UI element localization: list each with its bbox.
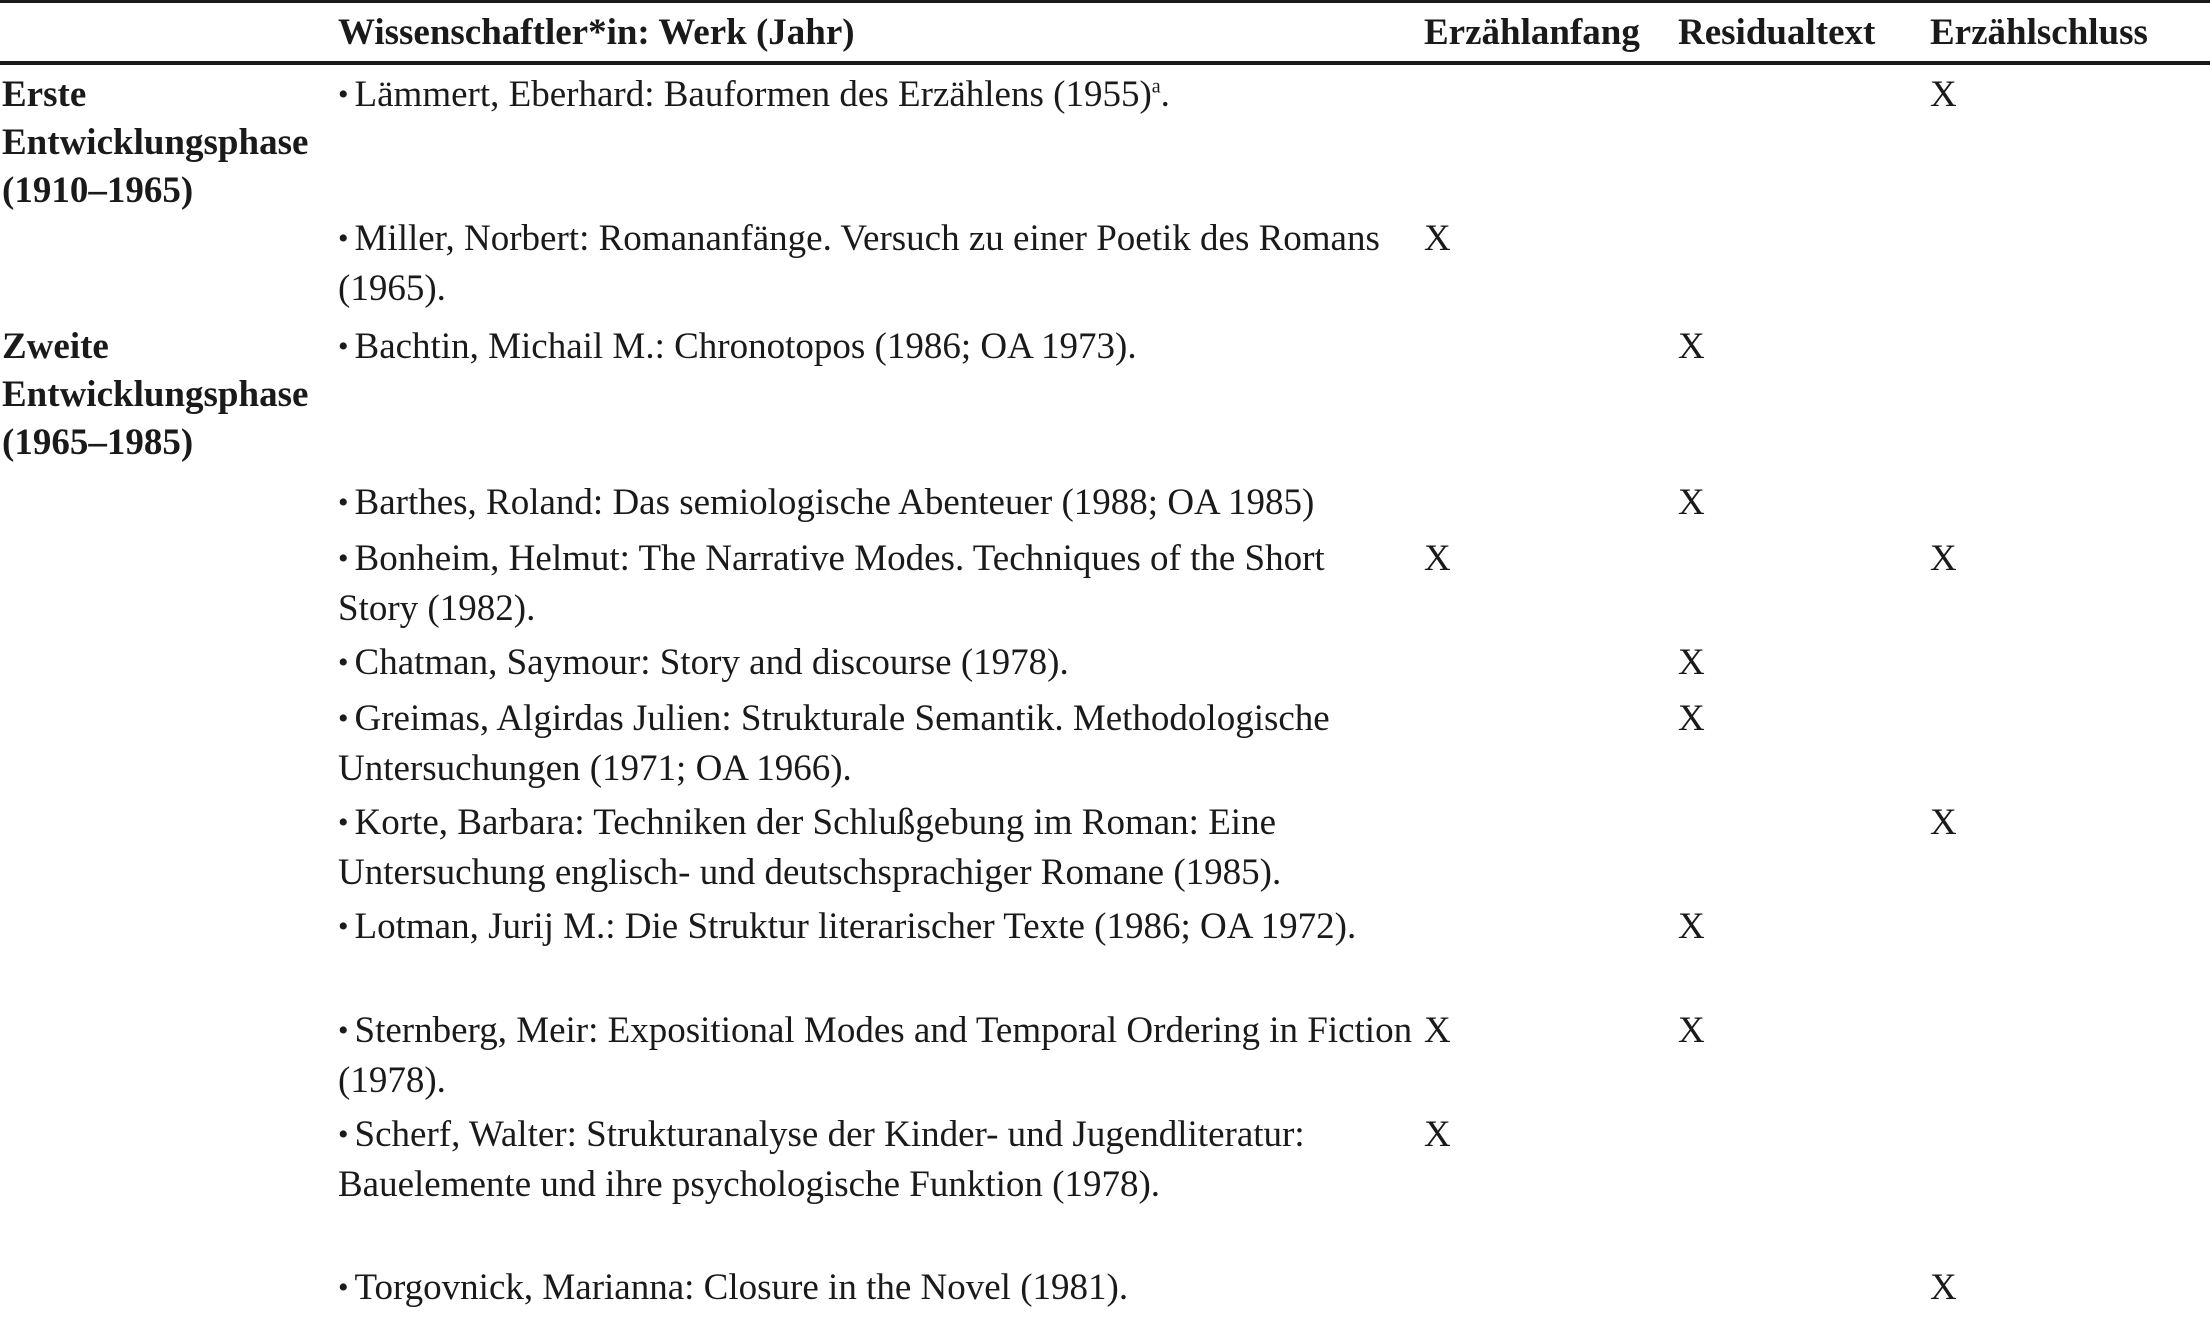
- phase-empty: [0, 903, 338, 1007]
- mark-residual: [1678, 1111, 1930, 1264]
- phase-empty: [0, 479, 338, 535]
- mark-anfang: [1424, 63, 1678, 215]
- bullet-icon: •: [338, 1014, 349, 1047]
- work-cell: [338, 1111, 1424, 1264]
- work-cell: [338, 799, 1424, 903]
- phase-second-line3: (1965–1985): [2, 422, 194, 463]
- mark-anfang: X: [1424, 1114, 1451, 1155]
- table-row: [0, 639, 2210, 695]
- mark-residual: X: [1678, 698, 1705, 739]
- mark-schluss: [1930, 695, 2210, 799]
- mark-anfang: X: [1424, 538, 1451, 579]
- mark-residual: [1678, 63, 1930, 215]
- mark-residual: X: [1678, 326, 1705, 367]
- table-row: [0, 903, 2210, 1007]
- header-phase: [0, 2, 338, 64]
- work-cell: [338, 479, 1424, 535]
- table-row: [0, 479, 2210, 535]
- mark-anfang: [1424, 639, 1678, 695]
- phase-first-line3: (1910–1965): [2, 170, 194, 211]
- phase-empty: [0, 1264, 338, 1320]
- work-cell: [338, 215, 1424, 323]
- mark-schluss: [1930, 215, 2210, 323]
- phase-second-line2: Entwicklungsphase: [2, 374, 309, 415]
- mark-residual: [1678, 799, 1930, 903]
- table-row: [0, 695, 2210, 799]
- work-cell: [338, 63, 1424, 215]
- mark-anfang: [1424, 695, 1678, 799]
- mark-schluss: [1930, 479, 2210, 535]
- work-cell: [338, 1264, 1424, 1320]
- table-body: [0, 63, 2210, 1320]
- mark-residual: [1678, 535, 1930, 639]
- phase-empty: [0, 639, 338, 695]
- header-work: Wissenschaftler*in: Werk (Jahr): [338, 12, 855, 53]
- phase-second: [0, 323, 338, 479]
- bullet-icon: •: [338, 486, 349, 519]
- mark-anfang: X: [1424, 1010, 1451, 1051]
- table-row: [0, 63, 2210, 215]
- table-row: [0, 1111, 2210, 1264]
- mark-schluss: [1930, 323, 2210, 479]
- table-row: [0, 1264, 2210, 1320]
- table-header: [0, 2, 2210, 64]
- table-row: [0, 799, 2210, 903]
- work-cell: [338, 903, 1424, 1007]
- work-text: Miller, Norbert: Romananfänge. Versuch zu einer Poetik des Romans (1965).: [338, 218, 1380, 309]
- work-text: Chatman, Saymour: Story and discourse (1978).: [354, 642, 1069, 683]
- mark-anfang: [1424, 479, 1678, 535]
- work-cell: [338, 695, 1424, 799]
- bullet-icon: •: [338, 806, 349, 839]
- work-text: Korte, Barbara: Techniken der Schlußgebung im Roman: Eine Untersuchung englisch- und deutschsprachiger Romane (1985).: [338, 802, 1282, 893]
- work-text: Torgovnick, Marianna: Closure in the Novel (1981).: [354, 1267, 1129, 1308]
- phase-empty: [0, 1007, 338, 1111]
- work-text: Lämmert, Eberhard: Bauformen des Erzählens (1955): [354, 74, 1152, 115]
- bullet-icon: •: [338, 78, 349, 111]
- work-text: Bachtin, Michail M.: Chronotopos (1986; OA 1973).: [354, 326, 1137, 367]
- work-text: Sternberg, Meir: Expositional Modes and Temporal Ordering in Fiction (1978).: [338, 1010, 1413, 1101]
- phase-empty: [0, 535, 338, 639]
- work-text-end: .: [1160, 74, 1170, 115]
- mark-residual: X: [1678, 482, 1705, 523]
- mark-schluss: [1930, 903, 2210, 1007]
- mark-anfang: [1424, 323, 1678, 479]
- header-erzaehlschluss: Erzählschluss: [1930, 12, 2148, 53]
- phase-empty: [0, 695, 338, 799]
- mark-anfang: [1424, 799, 1678, 903]
- footnote-marker: a: [1151, 75, 1161, 98]
- table-row: [0, 215, 2210, 323]
- bullet-icon: •: [338, 1271, 349, 1304]
- header-residualtext: Residualtext: [1678, 12, 1876, 53]
- phase-second-line1: Zweite: [2, 326, 109, 367]
- mark-residual: X: [1678, 906, 1705, 947]
- work-text: Lotman, Jurij M.: Die Struktur literarischer Texte (1986; OA 1972).: [354, 906, 1357, 947]
- mark-schluss: X: [1930, 538, 1957, 579]
- work-text: Barthes, Roland: Das semiologische Abenteuer (1988; OA 1985): [354, 482, 1315, 523]
- bullet-icon: •: [338, 1118, 349, 1151]
- work-cell: [338, 639, 1424, 695]
- table-row: [0, 1007, 2210, 1111]
- work-text: Bonheim, Helmut: The Narrative Modes. Techniques of the Short Story (1982).: [338, 538, 1325, 629]
- bullet-icon: •: [338, 646, 349, 679]
- mark-schluss: [1930, 1111, 2210, 1264]
- mark-schluss: [1930, 639, 2210, 695]
- mark-residual: [1678, 215, 1930, 323]
- mark-anfang: [1424, 1264, 1678, 1320]
- mark-schluss: X: [1930, 1267, 1957, 1308]
- phase-empty: [0, 799, 338, 903]
- mark-residual: [1678, 1264, 1930, 1320]
- work-cell: [338, 535, 1424, 639]
- mark-schluss: [1930, 1007, 2210, 1111]
- bullet-icon: •: [338, 542, 349, 575]
- phase-first-line2: Entwicklungsphase: [2, 122, 309, 163]
- bullet-icon: •: [338, 910, 349, 943]
- bullet-icon: •: [338, 222, 349, 255]
- header-row: [0, 2, 2210, 64]
- mark-residual: X: [1678, 642, 1705, 683]
- mark-anfang: [1424, 903, 1678, 1007]
- mark-residual: X: [1678, 1010, 1705, 1051]
- table-row: [0, 535, 2210, 639]
- work-cell: [338, 1007, 1424, 1111]
- bullet-icon: •: [338, 702, 349, 735]
- phase-empty: [0, 1111, 338, 1264]
- mark-schluss: X: [1930, 74, 1957, 115]
- mark-anfang: X: [1424, 218, 1451, 259]
- work-cell: [338, 323, 1424, 479]
- table-row: [0, 323, 2210, 479]
- work-text: Scherf, Walter: Strukturanalyse der Kinder- und Jugendliteratur: Bauelemente und ihre psychologische Funktion (1978).: [338, 1114, 1305, 1205]
- phase-empty: [0, 215, 338, 323]
- mark-schluss: X: [1930, 802, 1957, 843]
- work-text: Greimas, Algirdas Julien: Strukturale Semantik. Methodologische Untersuchungen (1971; OA 1966).: [338, 698, 1330, 789]
- phase-first-line1: Erste: [2, 74, 87, 115]
- header-erzaehlanfang: Erzählanfang: [1424, 12, 1640, 53]
- phase-first: [0, 63, 338, 215]
- bullet-icon: •: [338, 330, 349, 363]
